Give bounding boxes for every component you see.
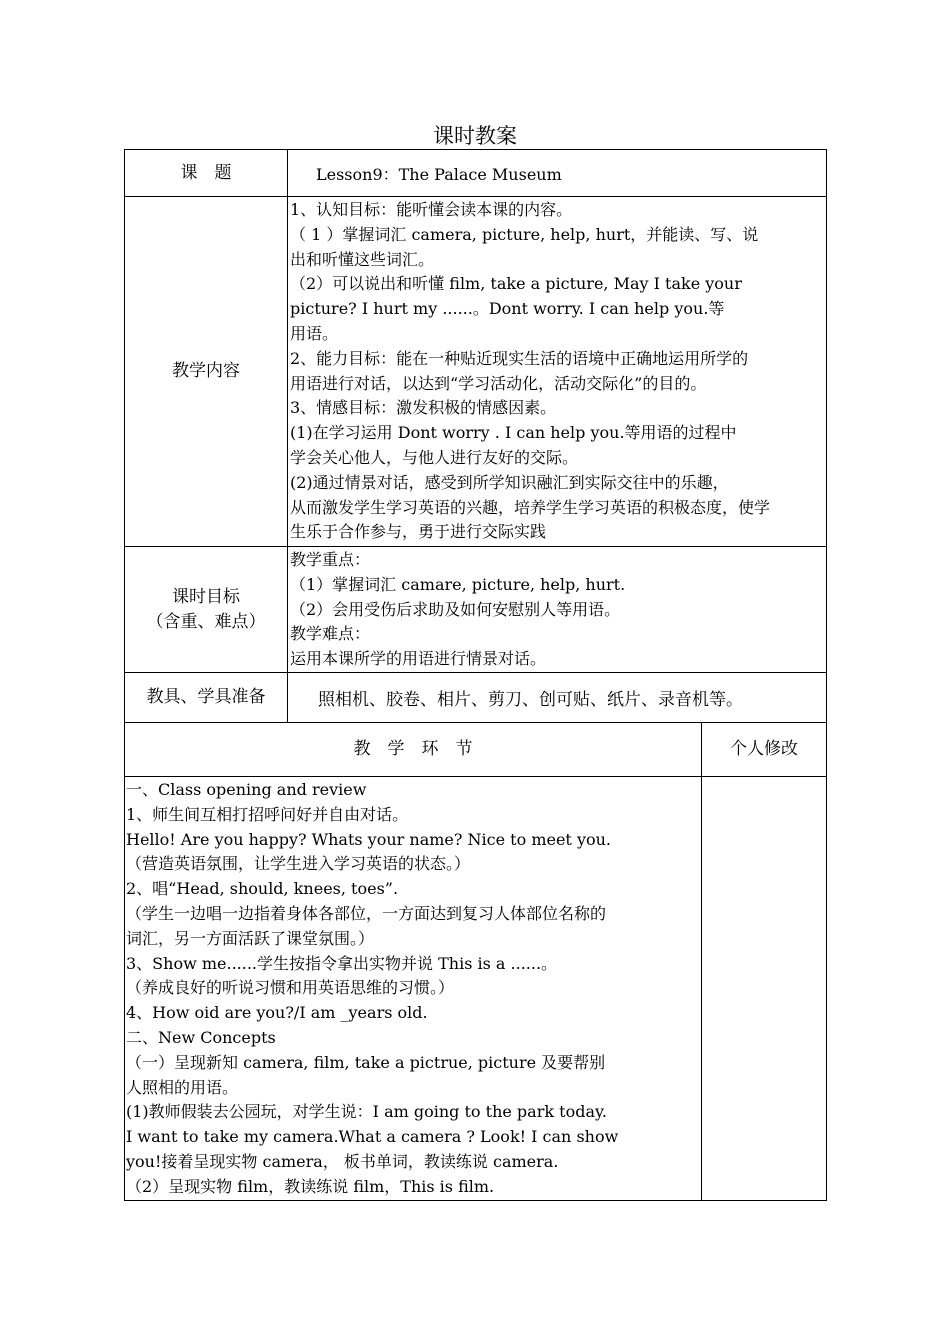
goal-line: （2）会用受伤后求助及如何安慰别人等用语。	[290, 599, 621, 619]
lesson-goals-title: 课时目标	[172, 586, 240, 607]
content-line: 1、认知目标：能听懂会读本课的内容。	[290, 200, 573, 219]
content-line: picture? I hurt my ......。Dont worry. I can help you.等	[290, 299, 725, 319]
materials-value: 照相机、胶卷、相片、剪刀、创可贴、纸片、录音机等。	[288, 673, 827, 723]
lesson-goals-subtitle: （含重、难点）	[146, 611, 266, 632]
content-line: （2）可以说出和听懂 film, take a picture, May I take your	[290, 274, 742, 294]
step-line: you!接着呈现实物 camera， 板书单词，教读练说 camera.	[126, 1151, 559, 1171]
goal-line: 教学重点：	[290, 550, 371, 569]
teaching-content-row	[125, 197, 827, 547]
step-line: 一、Class opening and review	[126, 780, 367, 799]
teaching-content-body	[288, 197, 827, 547]
content-line: (2)通过情景对话，感受到所学知识融汇到实际交往中的乐趣，	[290, 472, 729, 492]
teaching-content-label: 教学内容	[125, 197, 288, 547]
lesson-goals-label	[125, 547, 288, 673]
step-line: （学生一边唱一边指着身体各部位，一方面达到复习人体部位名称的	[126, 903, 607, 923]
personal-edit-cell[interactable]	[702, 777, 827, 1201]
steps-header-row	[125, 723, 827, 777]
content-line: 学会关心他人，与他人进行友好的交际。	[290, 447, 579, 467]
step-line: 人照相的用语。	[126, 1077, 239, 1097]
step-line: (1)教师假装去公园玩，对学生说：I am going to the park today.	[126, 1102, 607, 1122]
step-line: （营造英语氛围，让学生进入学习英语的状态。）	[126, 854, 471, 874]
content-line: 生乐于合作参与，勇于进行交际实践	[290, 522, 547, 542]
topic-row	[125, 150, 827, 197]
step-line: 2、唱“Head, should, knees, toes”.	[126, 879, 399, 899]
materials-label: 教具、学具准备	[125, 673, 288, 723]
step-line: 3、Show me......学生按指令拿出实物并说 This is a ......。	[126, 953, 558, 973]
step-line: I want to take my camera.What a camera ? Look! I can show	[126, 1127, 619, 1147]
lesson-info-table	[124, 149, 827, 723]
teaching-steps-table	[124, 722, 827, 1201]
personal-edit-header: 个人修改	[702, 723, 827, 777]
step-line: 4、How oid are you?/I am _years old.	[126, 1003, 428, 1023]
step-line: （2）呈现实物 film，教读练说 film，This is film.	[126, 1176, 495, 1196]
goal-line: 教学难点：	[290, 624, 371, 644]
goal-line: （1）掌握词汇 camare, picture, help, hurt.	[290, 574, 626, 594]
step-line: （养成良好的听说习惯和用英语思维的习惯。）	[126, 978, 455, 998]
content-line: 出和听懂这些词汇。	[290, 249, 435, 269]
step-line: 二、New Concepts	[126, 1027, 276, 1047]
lesson-goals-row	[125, 547, 827, 673]
content-line: 2、能力目标：能在一种贴近现实生活的语境中正确地运用所学的	[290, 348, 749, 368]
step-line: 词汇，另一方面活跃了课堂氛围。）	[126, 928, 375, 948]
content-line: 用语进行对话，以达到“学习活动化，活动交际化”的目的。	[290, 373, 707, 393]
content-line: （ 1 ）掌握词汇 camera, picture, help, hurt，并能读、写、说	[290, 224, 759, 244]
steps-header: 教 学 环 节	[125, 723, 702, 777]
steps-body-row	[125, 777, 827, 1201]
page-title: 课时教案	[433, 124, 517, 148]
materials-row	[125, 673, 827, 723]
content-line: 从而激发学生学习英语的兴趣，培养学生学习英语的积极态度，使学	[290, 497, 771, 517]
topic-label: 课 题	[125, 150, 288, 197]
step-line: Hello! Are you happy? Whats your name? Nice to meet you.	[126, 829, 611, 849]
topic-value: Lesson9：The Palace Museum	[288, 150, 827, 197]
step-line: 1、师生间互相打招呼问好并自由对话。	[126, 804, 409, 824]
steps-body	[125, 777, 702, 1201]
content-line: (1)在学习运用 Dont worry . I can help you.等用语的过程中	[290, 423, 737, 443]
content-line: 3、情感目标：激发积极的情感因素。	[290, 398, 557, 418]
goal-line: 运用本课所学的用语进行情景对话。	[290, 649, 547, 669]
step-line: （一）呈现新知 camera, film, take a pictrue, picture 及要帮别	[126, 1052, 606, 1072]
lesson-goals-body	[288, 547, 827, 673]
content-line: 用语。	[290, 323, 339, 343]
